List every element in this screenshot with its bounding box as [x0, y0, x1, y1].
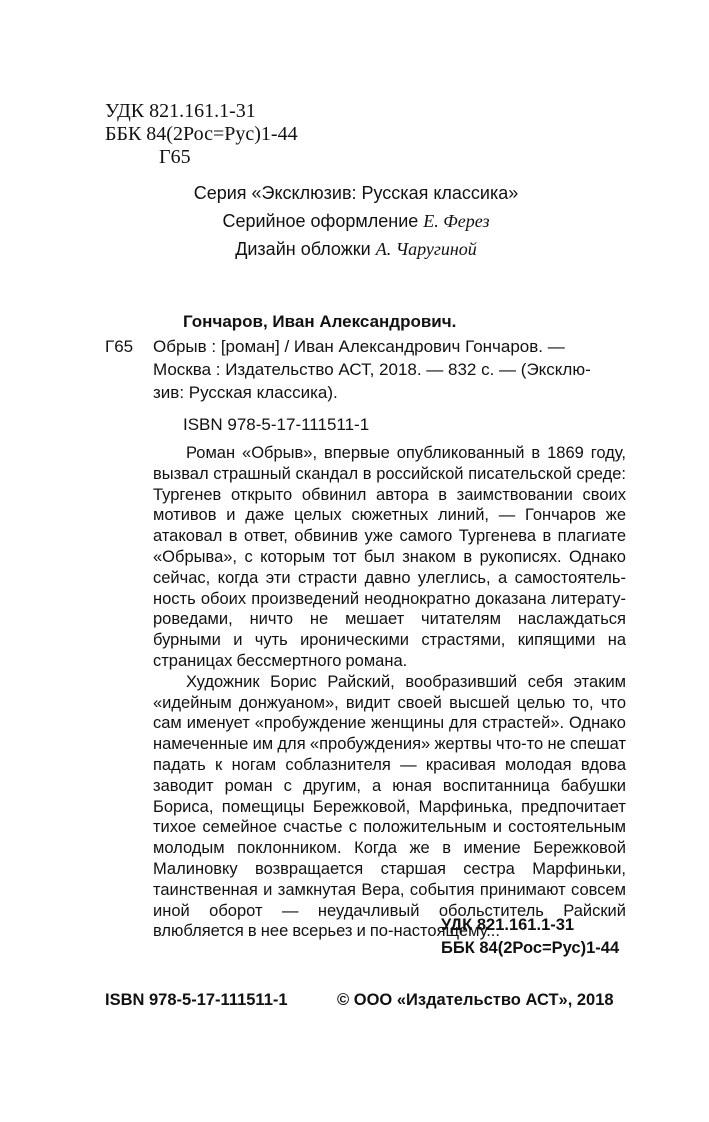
series-line: Серия «Эксклюзив: Русская классика»	[193, 183, 519, 203]
udk-code-bottom: УДК 821.161.1-31	[441, 916, 575, 934]
author-mark: Г65	[159, 146, 191, 168]
series-design-credit	[140, 208, 572, 234]
design-label: Серийное оформление	[222, 211, 424, 231]
author-heading: Гончаров, Иван Александрович.	[183, 312, 457, 331]
biblio-line-1: Обрыв : [роман] / Иван Александрович Гончаров. —	[153, 337, 565, 356]
biblio-line-2: Москва : Издательство АСТ, 2018. — 832 с. — (Эксклю-	[153, 360, 591, 379]
footer-isbn: ISBN 978-5-17-111511-1	[105, 991, 288, 1009]
cover-design-credit	[140, 236, 572, 262]
bbk-code: ББК 84(2Рос=Рус)1-44	[105, 123, 298, 145]
annotation-paragraph: Роман «Обрыв», впервые опубликованный в 1869 году, вызвал страшный скандал в российской писательской среде: Тургенев открыто обвинил автора в заимствовании своих мотивов и даже целых сюжетных линий, — Гончаров же атаковал в ответ, обвинив уже самого Тургенева в плагиате «Обрыва», с которым тот был знаком в рукописях. Однако сейчас, когда эти страсти давно улеглись, а самостоятельность обоих произведений неоднократно доказана литературоведами, ничто не мешает читателям наслаждаться бурными и чуть ироническими страстями, кипящими на страницах бессмертного романа.	[153, 444, 626, 670]
biblio-line-3: зив: Русская классика).	[153, 383, 338, 402]
bbk-code-bottom: ББК 84(2Рос=Рус)1-44	[441, 939, 620, 957]
footer-copyright: © ООО «Издательство АСТ», 2018	[337, 991, 614, 1009]
design-name: Е. Ферез	[423, 211, 490, 231]
annotation-paragraph: Художник Борис Райский, вообразивший себя этаким «идейным донжуаном», видит своей высшей целью то, что сам именует «пробуждение женщины для страстей». Однако намеченные им для «пробуждения» жертвы что-то не спешат падать к ногам соблазнителя — красивая молодая вдова заводит роман с другим, а юная воспитанница бабушки Бориса, помещицы Бережковой, Марфинька, предпочитает тихое семейное счастье с положительным и состоятельным молодым поклонником. Когда же в имение Бережковой Малиновку возвращается старшая сестра Марфиньки, таинственная и замкнутая Вера, события принимают совсем иной оборот — неудачливый обольститель Райский влюбляется в нее всерьез и по-настоящему...	[153, 672, 626, 941]
annotation	[153, 443, 626, 942]
biblio-author-mark: Г65	[105, 337, 134, 356]
cover-name: А. Чаругиной	[375, 239, 477, 259]
cover-label: Дизайн обложки	[235, 239, 376, 259]
isbn-line: ISBN 978-5-17-111511-1	[183, 415, 370, 434]
udk-code: УДК 821.161.1-31	[105, 100, 256, 122]
